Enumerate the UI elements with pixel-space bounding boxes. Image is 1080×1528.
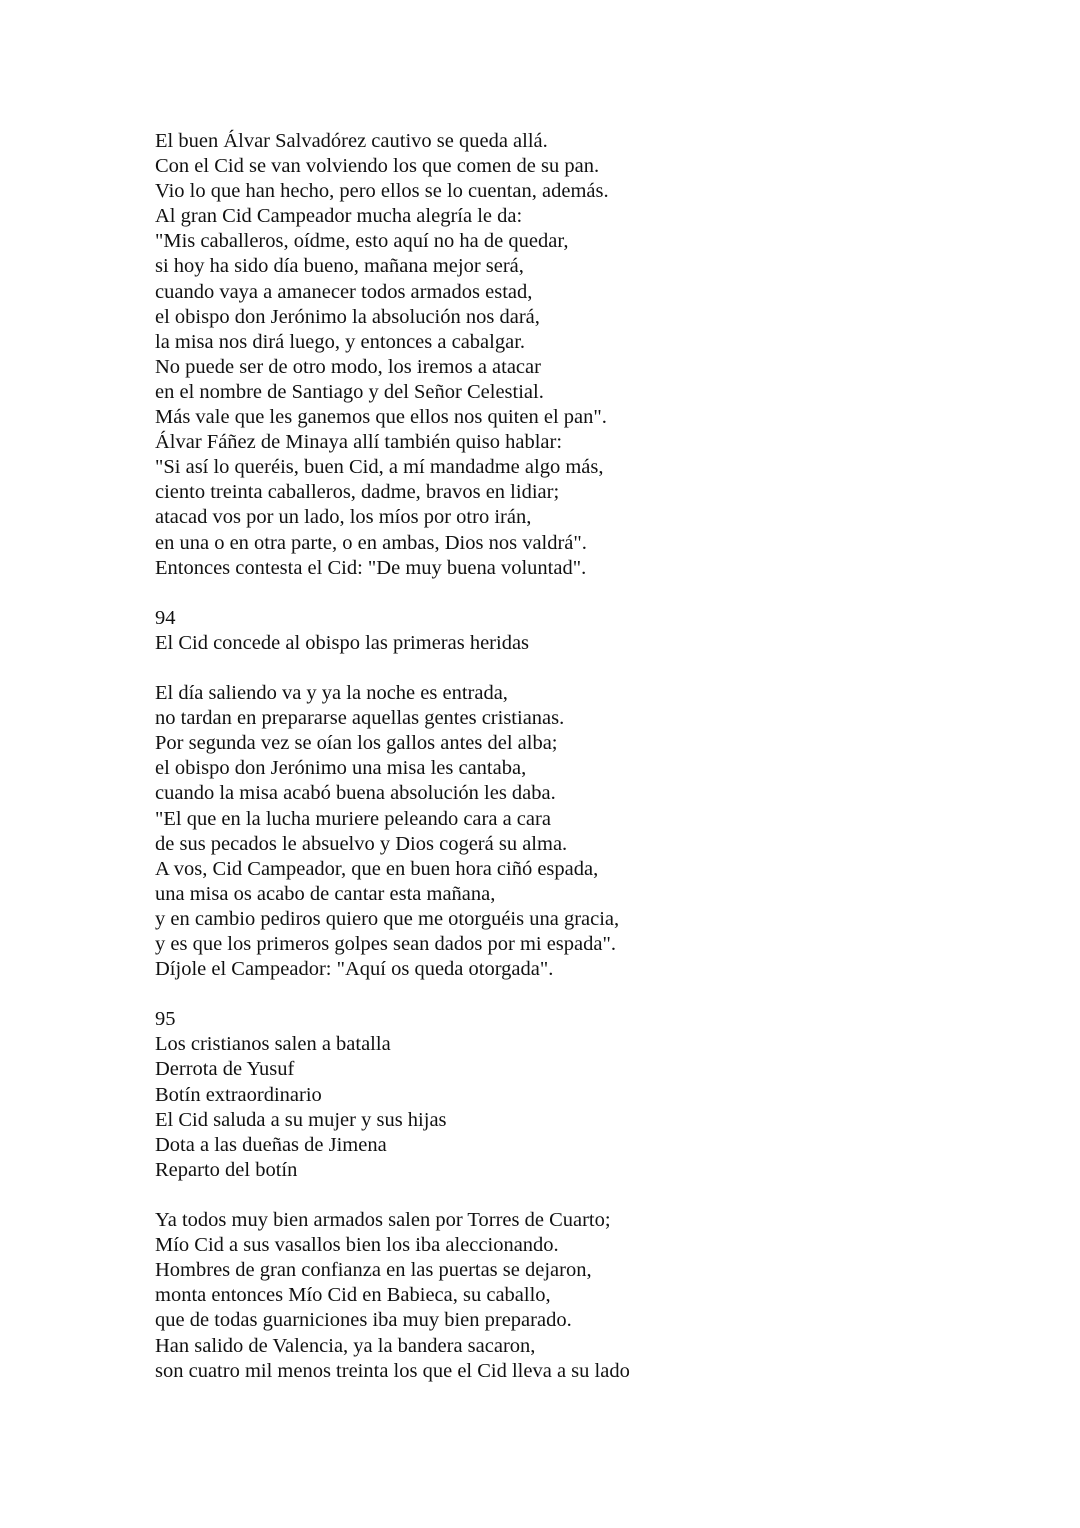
verse-line: Por segunda vez se oían los gallos antes del alba; <box>155 732 558 755</box>
stanza-title: El Cid saluda a su mujer y sus hijas <box>155 1108 447 1131</box>
stanza-title: Reparto del botín <box>155 1158 298 1181</box>
stanza-number: 95 <box>155 1008 176 1031</box>
verse-line: ciento treinta caballeros, dadme, bravos en lidiar; <box>155 481 560 504</box>
verse-line: cuando la misa acabó buena absolución les daba. <box>155 782 556 805</box>
verse-line: una misa os acabo de cantar esta mañana, <box>155 882 496 905</box>
verse-line: Al gran Cid Campeador mucha alegría le da: <box>155 205 523 228</box>
verse-line: monta entonces Mío Cid en Babieca, su caballo, <box>155 1284 551 1307</box>
verse-line: Hombres de gran confianza en las puertas se dejaron, <box>155 1259 592 1282</box>
document-page <box>155 129 1035 1384</box>
verse-line: El día saliendo va y ya la noche es entrada, <box>155 682 508 705</box>
verse-line: Ya todos muy bien armados salen por Torres de Cuarto; <box>155 1209 611 1232</box>
verse-line: en el nombre de Santiago y del Señor Celestial. <box>155 380 544 403</box>
verse-line: Con el Cid se van volviendo los que comen de su pan. <box>155 155 600 178</box>
verse-line: Más vale que les ganemos que ellos nos quiten el pan". <box>155 406 607 429</box>
verse-line: Vio lo que han hecho, pero ellos se lo cuentan, además. <box>155 180 609 203</box>
verse-line: el obispo don Jerónimo la absolución nos dará, <box>155 305 540 328</box>
verse-line: y en cambio pediros quiero que me otorguéis una gracia, <box>155 907 620 930</box>
verse-line: Entonces contesta el Cid: "De muy buena voluntad". <box>155 556 587 579</box>
verse-line: "El que en la lucha muriere peleando cara a cara <box>155 807 551 830</box>
verse-line: No puede ser de otro modo, los iremos a atacar <box>155 355 541 378</box>
verse-line: si hoy ha sido día bueno, mañana mejor será, <box>155 255 524 278</box>
blank-line <box>155 656 1035 681</box>
verse-line: Han salido de Valencia, ya la bandera sacaron, <box>155 1334 536 1357</box>
verse-line: que de todas guarniciones iba muy bien preparado. <box>155 1309 572 1332</box>
stanza-95 <box>155 1007 1035 1383</box>
verse-line: "Mis caballeros, oídme, esto aquí no ha de quedar, <box>155 230 569 253</box>
stanza-93-continuation <box>155 129 1035 581</box>
stanza-title: El Cid concede al obispo las primeras heridas <box>155 631 530 654</box>
verse-line: A vos, Cid Campeador, que en buen hora ciñó espada, <box>155 857 599 880</box>
verse-line: Díjole el Campeador: "Aquí os queda otorgada". <box>155 958 554 981</box>
verse-line: Mío Cid a sus vasallos bien los iba aleccionando. <box>155 1234 559 1257</box>
verse-line: cuando vaya a amanecer todos armados estad, <box>155 280 533 303</box>
verse-line: el obispo don Jerónimo una misa les cantaba, <box>155 757 527 780</box>
blank-line <box>155 1183 1035 1208</box>
verse-line: la misa nos dirá luego, y entonces a cabalgar. <box>155 330 526 353</box>
stanza-title: Botín extraordinario <box>155 1083 322 1106</box>
blank-line <box>155 581 1035 606</box>
verse-line: Álvar Fáñez de Minaya allí también quiso hablar: <box>155 431 563 454</box>
blank-line <box>155 982 1035 1007</box>
stanza-title: Derrota de Yusuf <box>155 1058 295 1081</box>
verse-line: no tardan en prepararse aquellas gentes cristianas. <box>155 707 565 730</box>
verse-line: de sus pecados le absuelvo y Dios cogerá su alma. <box>155 832 568 855</box>
verse-line: en una o en otra parte, o en ambas, Dios nos valdrá". <box>155 531 587 554</box>
verse-line: son cuatro mil menos treinta los que el Cid lleva a su lado <box>155 1359 630 1382</box>
stanza-title: Dota a las dueñas de Jimena <box>155 1133 387 1156</box>
stanza-number: 94 <box>155 606 176 629</box>
verse-line: "Si así lo queréis, buen Cid, a mí mandadme algo más, <box>155 456 604 479</box>
verse-line: y es que los primeros golpes sean dados por mi espada". <box>155 933 616 955</box>
stanza-94 <box>155 606 1035 982</box>
verse-line: El buen Álvar Salvadórez cautivo se queda allá. <box>155 130 548 152</box>
stanza-title: Los cristianos salen a batalla <box>155 1033 391 1056</box>
verse-line: atacad vos por un lado, los míos por otro irán, <box>155 506 532 529</box>
